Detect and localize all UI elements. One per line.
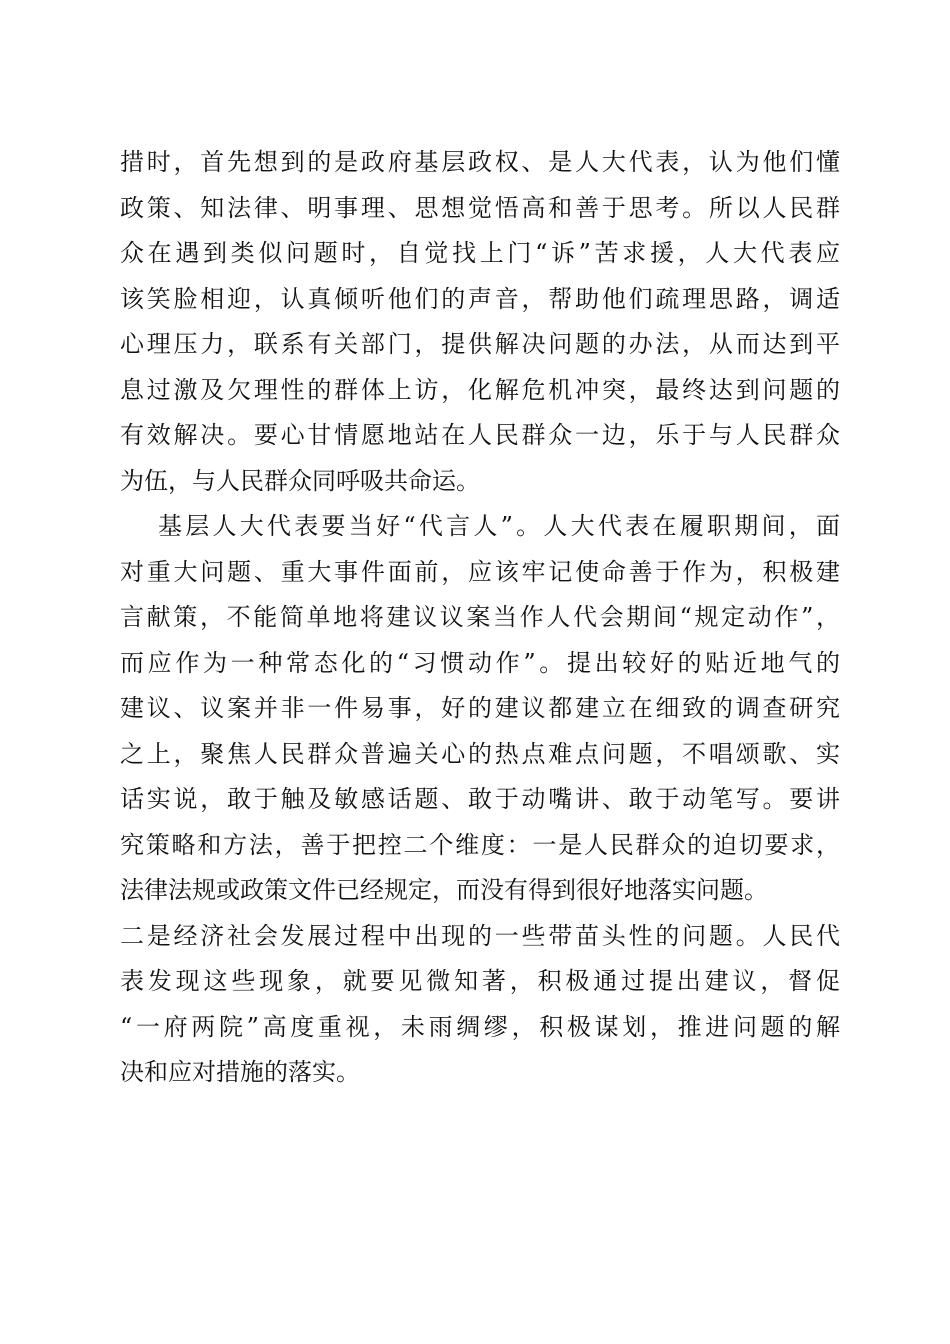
paragraph-line: 建议、议案并非一件易事，好的建议都建立在细致的调查研究 — [120, 694, 840, 722]
paragraph-line: 而应作为一种常态化的“习惯动作”。提出较好的贴近地气的 — [120, 648, 840, 677]
paragraph-line: 话实说，敢于触及敏感话题、敢于动嘴讲、敢于动笔写。要讲 — [120, 785, 840, 813]
paragraph-line: 息过激及欠理性的群体上访，化解危机冲突，最终达到问题的 — [120, 375, 840, 404]
paragraph-1 — [120, 140, 840, 504]
paragraph-line: 心理压力，联系有关部门，提供解决问题的办法，从而达到平 — [120, 330, 840, 358]
paragraph-line: 措时，首先想到的是政府基层政权、是人大代表，认为他们懂 — [120, 148, 840, 176]
paragraph-line: 该笑脸相迎，认真倾听他们的声音，帮助他们疏理思路，调适 — [120, 284, 840, 313]
paragraph-line: 基层人大代表要当好“代言人”。人大代表在履职期间，面 — [158, 512, 840, 540]
paragraph-line: 对重大问题、重大事件面前，应该牢记使命善于作为，积极建 — [120, 557, 840, 586]
paragraph-line: 决和应对措施的落实。 — [120, 1058, 360, 1086]
paragraph-line: 言献策，不能简单地将建议议案当作人代会期间“规定动作”， — [120, 603, 840, 631]
paragraph-line: 表发现这些现象，就要见微知著，积极通过提出建议，督促 — [120, 967, 840, 995]
paragraph-line: 究策略和方法，善于把控二个维度：一是人民群众的迫切要求， — [120, 830, 840, 859]
paragraph-line: “一府两院”高度重视，未雨绸缪，积极谋划，推进问题的解 — [120, 1012, 840, 1041]
paragraph-line: 二是经济社会发展过程中出现的一些带苗头性的问题。人民代 — [120, 921, 840, 950]
paragraph-line: 众在遇到类似问题时，自觉找上门“诉”苦求援，人大代表应 — [120, 239, 840, 267]
paragraph-line: 为伍，与人民群众同呼吸共命运。 — [120, 466, 480, 495]
paragraph-line: 有效解决。要心甘情愿地站在人民群众一边，乐于与人民群众 — [120, 421, 840, 449]
paragraph-line: 法律法规或政策文件已经规定，而没有得到很好地落实问题。 — [120, 876, 768, 904]
paragraph-2 — [120, 504, 840, 1096]
paragraph-line: 政策、知法律、明事理、思想觉悟高和善于思考。所以人民群 — [120, 193, 840, 222]
paragraph-line: 之上，聚焦人民群众普遍关心的热点难点问题，不唱颂歌、实 — [120, 739, 840, 768]
document-body — [120, 140, 840, 1096]
